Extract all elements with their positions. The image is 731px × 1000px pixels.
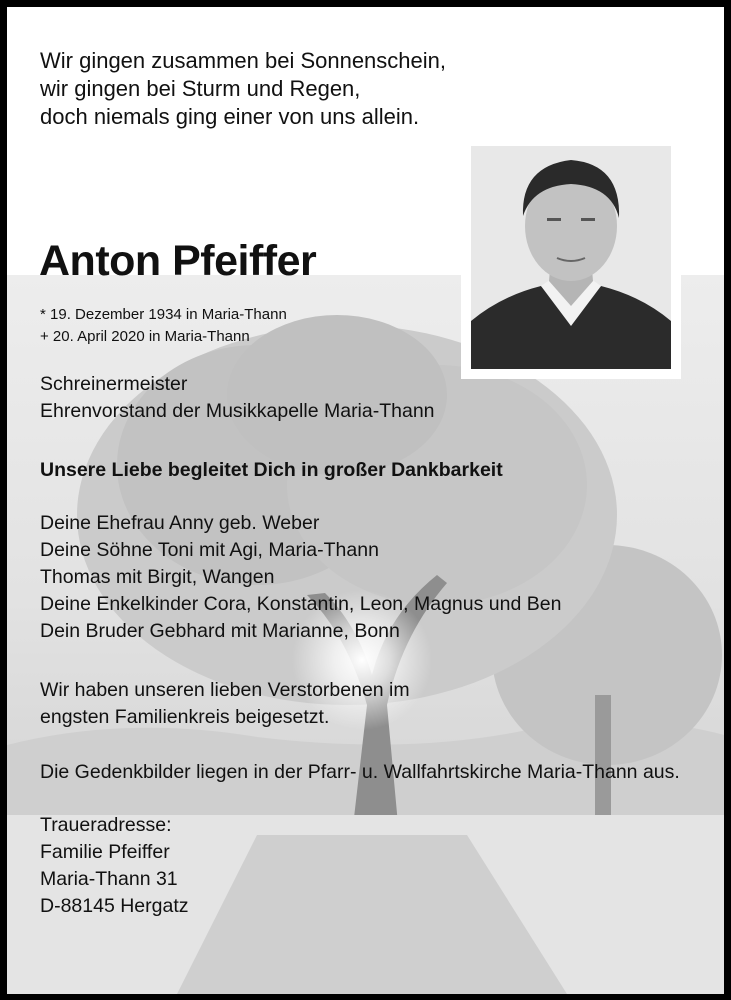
roles: [40, 371, 435, 425]
deceased-name: Anton Pfeiffer: [39, 237, 317, 285]
poem-line: doch niemals ging einer von uns allein.: [40, 104, 420, 129]
role-line: Schreinermeister: [40, 373, 188, 395]
address-line: Maria-Thann 31: [40, 868, 178, 890]
portrait-image: [471, 146, 671, 369]
burial-line: Wir haben unseren lieben Verstorbenen im: [40, 679, 410, 701]
burial-note: [40, 677, 410, 731]
mourning-address: [40, 812, 189, 920]
family-line: Deine Ehefrau Anny geb. Weber: [40, 512, 320, 534]
burial-line: engsten Familienkreis beigesetzt.: [40, 706, 330, 728]
memorial-note: Die Gedenkbilder liegen in der Pfarr- u. Wallfahrtskirche Maria-Thann aus.: [40, 761, 680, 783]
family-line: Thomas mit Birgit, Wangen: [40, 566, 275, 588]
poem: [40, 47, 446, 131]
address-line: Traueradresse:: [40, 814, 172, 836]
dedication: Unsere Liebe begleitet Dich in großer Dankbarkeit: [40, 459, 503, 481]
role-line: Ehrenvorstand der Musikkapelle Maria-Thann: [40, 400, 435, 422]
address-line: Familie Pfeiffer: [40, 841, 170, 863]
portrait-photo: [461, 136, 681, 379]
family-list: [40, 510, 561, 645]
family-line: Dein Bruder Gebhard mit Marianne, Bonn: [40, 620, 400, 642]
address-line: D-88145 Hergatz: [40, 895, 189, 917]
obituary-notice: [7, 7, 724, 994]
family-line: Deine Söhne Toni mit Agi, Maria-Thann: [40, 539, 379, 561]
poem-line: wir gingen bei Sturm und Regen,: [40, 76, 361, 101]
poem-line: Wir gingen zusammen bei Sonnenschein,: [40, 48, 447, 73]
life-dates: [40, 304, 287, 348]
family-line: Deine Enkelkinder Cora, Konstantin, Leon, Magnus und Ben: [40, 593, 562, 615]
birth-date: * 19. Dezember 1934 in Maria-Thann: [40, 306, 287, 323]
death-date: + 20. April 2020 in Maria-Thann: [40, 328, 250, 345]
